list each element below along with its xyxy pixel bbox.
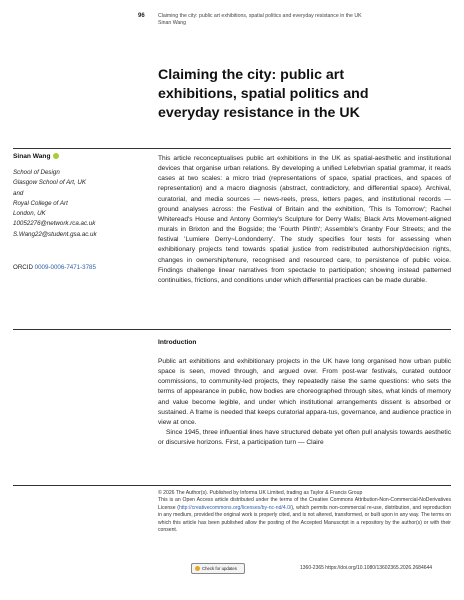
orcid-icon[interactable] [53,153,59,159]
author-affiliation [13,168,148,240]
running-head [158,13,418,26]
author-name: Sinan Wang [13,153,51,160]
author-email[interactable]: S.Wang22@student.gsa.ac.uk [13,230,97,238]
orcid-line [13,264,96,271]
page-number: 96 [138,13,145,19]
copyright-line: © 2026 The Author(s). Published by Informa UK Limited, trading as Taylor & Francis Group [158,490,363,496]
author-email[interactable]: 10052276@network.rca.ac.uk [13,220,96,228]
affiliation-line: School of Design [13,169,60,176]
abstract: This article reconceptualises public art exhibitions in the UK as spatial-aesthetic and institutional devices that organise urban relations. By developing a unified Lefebvrian spatial grammar, it reads cases at two scales: a micro triad (representations of space, spatial practices, and spaces of representation) and a macro diagnosis (abstract, contradictory, and differential space). Archival, curatorial, and media sources — news-reels, press, letters pages, and institutional records — ground analyses across: the Festival of Britain and the exhibition, 'This Is Tomorrow'; Rachel Whiteread's House and Antony Gormley's Sculpture for Derry Walls; Black Arts Movement-aligned murals in Brixton and the Bogside; the 'Fourth Plinth'; Assemble's Granby Four Streets; and the festival 'Lumiere Derry~Londonderry'. The study specifies four tests for assessing when exhibitionary projects tend towards spatial justice from redistributed authorship/decision rights, changes in ownership/tenure, recognised and resourced care, to persistence of public voice. Findings challenge linear narratives from spectacle to participation; showing instead patterned continuities, frictions, and conditions under which differential practices can be made durable. [158,155,451,284]
section-heading: Introduction [158,339,197,346]
license-note [158,490,451,534]
issn-doi: 1360-2365 https://doi.org/10.1080/13602365.2026.2684644 [300,565,433,571]
orcid-label: ORCID [13,264,33,271]
update-check-icon [195,566,200,571]
license-text: This is an Open Access article distributed under the terms of the Creative Commons Attribution-Non-Commercial-NoDerivatives License (http://creativecommons.org/licenses/by-nc-nd/4.0/), which permits non-commercial re-use, distribution, and reproduction in any medium, provided the original work is properly cited, and is not altered, transformed, or built upon in any way. The terms on which this article has been published allow the posting of the Accepted Manuscript in a repository by the author(s) or with their consent. [158,497,451,534]
running-head-title: Claiming the city: public art exhibitions, spatial politics and everyday resistance in the UK [158,13,362,19]
license-link[interactable]: http://creativecommons.org/licenses/by-nc-nd/4.0/ [178,504,292,511]
license-divider [13,485,451,486]
orcid-link[interactable]: 0009-0006-7471-3785 [34,264,96,271]
affiliation-line: Royal College of Art [13,199,68,207]
body-text [158,357,451,448]
paragraph: Public art exhibitions and exhibitionary projects in the UK have long organised how urban public space is seen, moved through, and argued over. From post-war festivals, curated outdoor commissions, to community-led projects, they repeatedly raise the same questions: who sets the terms of appearance in public, how bodies are choreographed through sites, what kinds of memory and value become legible, and under which institutional arrangements dissent is absorbed or sustained. A frame is needed that keeps curatorial appara-tus, governance, and audience practice in view at once. [158,358,451,426]
top-divider [13,148,451,149]
affiliation-line: Glasgow School of Art, UK [13,179,87,187]
badge-label: Check for updates [202,566,237,571]
affiliation-line: and [13,189,24,197]
article-title: Claiming the city: public art exhibitions, spatial politics and everyday resistance in the UK [158,67,369,121]
affiliation-line: London, UK [13,210,46,218]
running-head-author: Sinan Wang [158,19,187,26]
abstract-divider [13,329,451,330]
paragraph: Since 1945, three influential lines have structured debate yet often pull analysis towards aesthetic or discursive horizons. First, a participation turn — Claire [158,429,451,447]
check-for-updates-button[interactable] [191,563,245,574]
author-block [13,153,59,160]
